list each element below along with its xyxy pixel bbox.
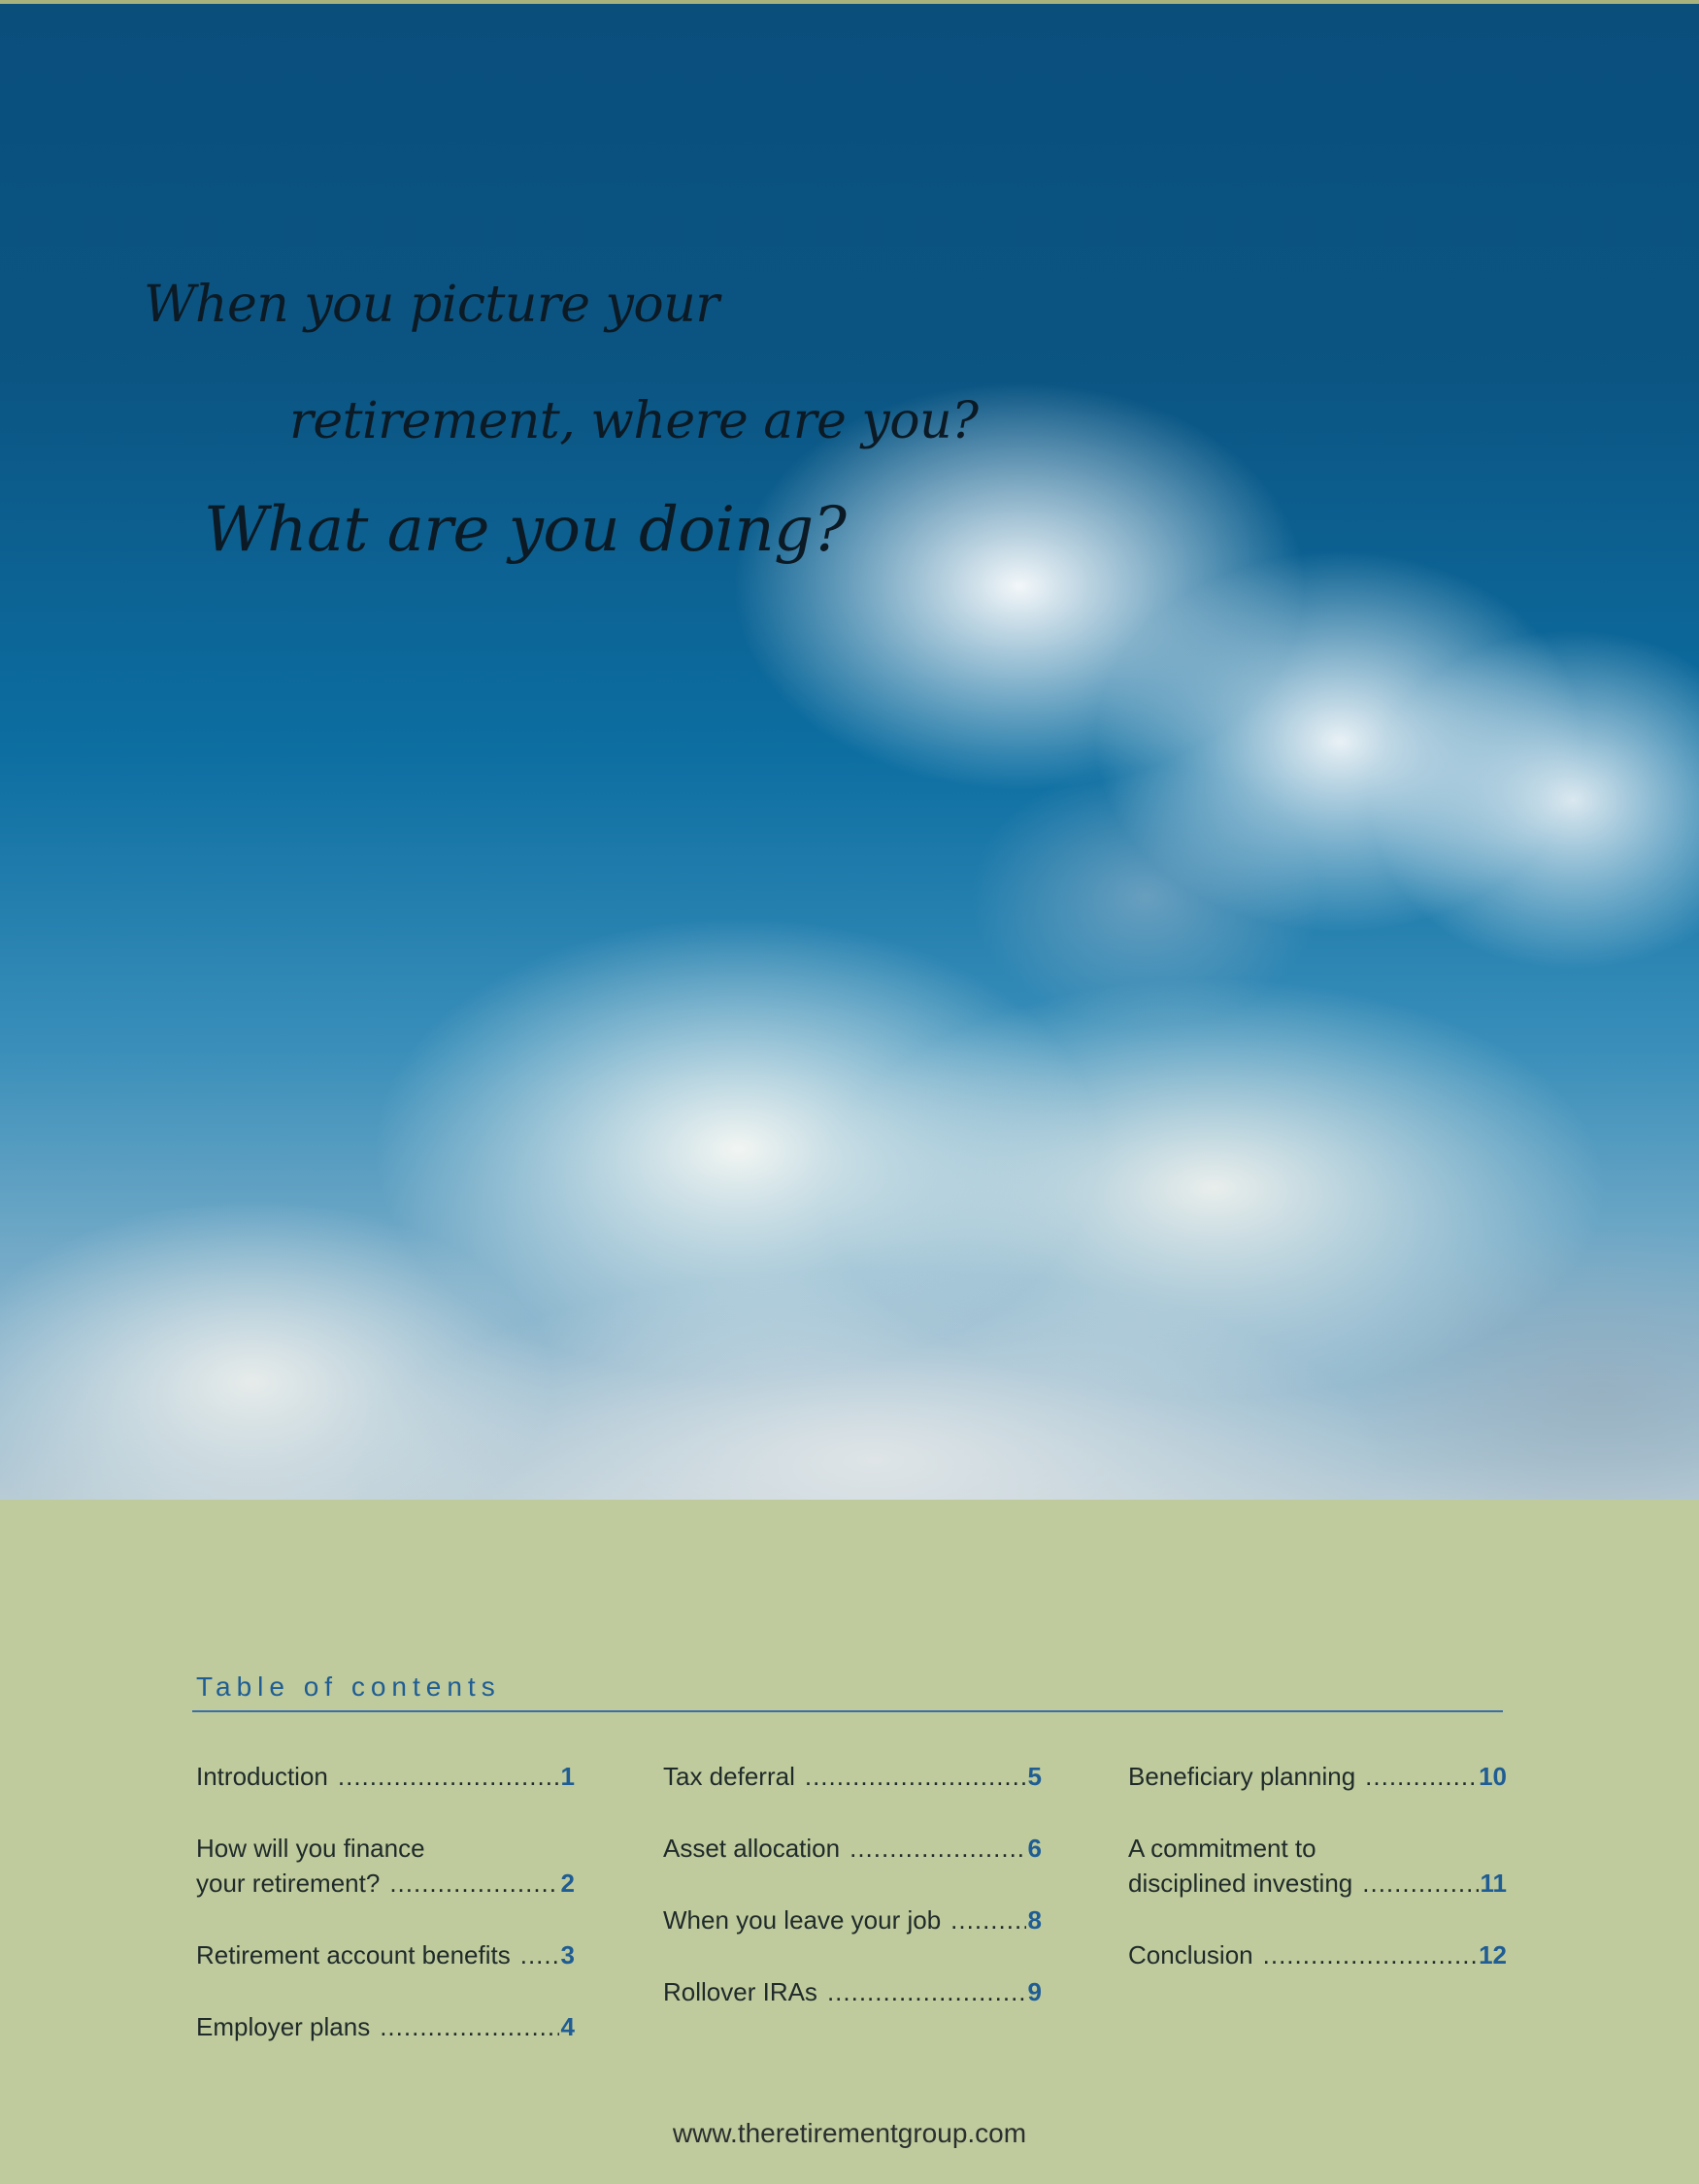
toc-column-1	[196, 1759, 575, 2081]
toc-page-number: 9	[1027, 1977, 1042, 2006]
toc-leader-dots	[850, 1831, 1025, 1866]
toc-divider	[192, 1710, 1503, 1712]
toc-page-number: 5	[1027, 1762, 1042, 1791]
toc-page-number: 10	[1479, 1762, 1507, 1791]
toc-item-label: When you leave your job	[663, 1905, 942, 1935]
toc-item-label: Introduction	[196, 1762, 328, 1791]
toc-page-number: 11	[1480, 1869, 1507, 1898]
toc-item-label: Asset allocation	[663, 1834, 841, 1863]
toc-item-label: your retirement?	[196, 1869, 381, 1898]
toc-leader-dots	[520, 1937, 559, 1972]
toc-item-label-line1: A commitment to	[1128, 1834, 1316, 1863]
toc-leader-dots	[380, 2009, 558, 2044]
toc-page-number: 6	[1027, 1834, 1042, 1863]
toc-item-label-line1: How will you finance	[196, 1834, 425, 1863]
toc-leader-dots	[1362, 1866, 1478, 1901]
toc-item-label: Conclusion	[1128, 1940, 1253, 1969]
toc-item-label: Employer plans	[196, 2012, 371, 2041]
toc-leader-dots	[950, 1903, 1025, 1937]
toc-item-disciplined-investing[interactable]	[1128, 1831, 1507, 1901]
footer-website-link[interactable]: www.theretirementgroup.com	[672, 2118, 1027, 2148]
toc-item-label: Tax deferral	[663, 1762, 795, 1791]
toc-leader-dots	[338, 1759, 559, 1794]
toc-item-beneficiary-planning[interactable]	[1128, 1759, 1507, 1794]
toc-leader-dots	[1365, 1759, 1477, 1794]
toc-item-label: disciplined investing	[1128, 1869, 1353, 1898]
toc-leader-dots	[389, 1866, 558, 1901]
toc-item-retirement-account-benefits[interactable]	[196, 1937, 575, 1972]
toc-item-conclusion[interactable]	[1128, 1937, 1507, 1972]
headline-line-2: retirement, where are you?	[289, 392, 979, 450]
headline-line-3: What are you doing?	[204, 494, 847, 566]
toc-item-leave-your-job[interactable]	[663, 1903, 1042, 1937]
toc-page-number: 2	[560, 1869, 575, 1898]
toc-item-asset-allocation[interactable]	[663, 1831, 1042, 1866]
toc-item-finance-retirement[interactable]	[196, 1831, 575, 1901]
toc-item-tax-deferral[interactable]	[663, 1759, 1042, 1794]
toc-leader-dots	[805, 1759, 1026, 1794]
toc-leader-dots	[827, 1974, 1026, 2009]
toc-page-number: 12	[1479, 1940, 1507, 1969]
toc-column-3	[1128, 1759, 1507, 2009]
toc-leader-dots	[1263, 1937, 1477, 1972]
toc-column-2	[663, 1759, 1042, 2046]
toc-item-introduction[interactable]	[196, 1759, 575, 1794]
headline-line-1: When you picture your	[144, 276, 719, 334]
toc-page-number: 8	[1027, 1905, 1042, 1935]
toc-item-rollover-iras[interactable]	[663, 1974, 1042, 2009]
toc-title: Table of contents	[196, 1671, 501, 1702]
toc-item-employer-plans[interactable]	[196, 2009, 575, 2044]
toc-item-label: Beneficiary planning	[1128, 1762, 1356, 1791]
toc-item-label: Retirement account benefits	[196, 1940, 511, 1969]
toc-page-number: 1	[560, 1762, 575, 1791]
toc-page-number: 4	[560, 2012, 575, 2041]
toc-page-number: 3	[560, 1940, 575, 1969]
toc-item-label: Rollover IRAs	[663, 1977, 817, 2006]
